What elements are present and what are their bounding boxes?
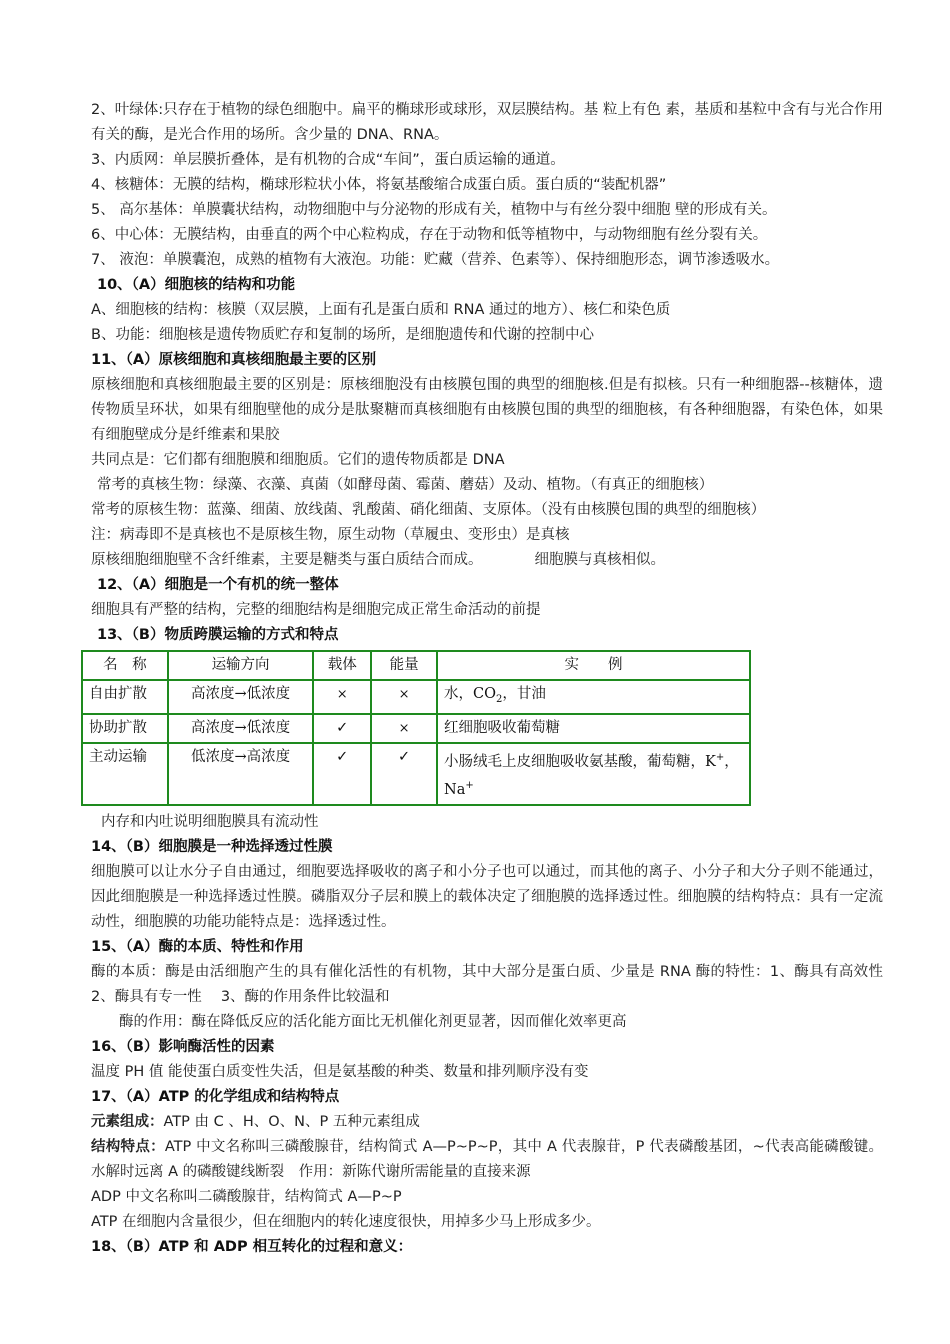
section-17-heading: 17、（A）ATP 的化学组成和结构特点 — [91, 1088, 340, 1105]
example-text: 水，CO — [444, 686, 497, 702]
example-text: ，Na — [444, 753, 739, 798]
enzyme-nature-paragraph: 酶的本质：酶是由活细胞产生的具有催化活性的有机物，其中大部分是蛋白质、少量是 RNA 酶的特性：1、酶具有高效性 2、酶具有专一性 3、酶的作用条件比较温和 — [91, 963, 903, 1005]
document-page — [89, 98, 903, 1260]
golgi-line: 5、 高尔基体：单膜囊状结构，动物细胞中与分泌物的形成有关，植物中与有丝分裂中细胞 壁的形成有关。 — [91, 202, 777, 218]
atp-structure-text: ATP 中文名称叫三磷酸腺苷，结构简式 A—P~P~P，其中 A 代表腺苷，P 代表磷酸基团，~代表高能磷酸键。水解时远离 A 的磷酸键线断裂 作用：新陈代谢所需能量的直接来源 — [91, 1138, 883, 1180]
row-example — [437, 680, 750, 714]
atp-structure-paragraph — [91, 1135, 883, 1185]
virus-note-line: 注：病毒即不是真核也不是原核生物，原生动物（草履虫、变形虫）是真核 — [91, 527, 570, 543]
cell-membrane-text: 细胞膜与真核相似。 — [534, 552, 665, 568]
section-11-heading: 11、（A）原核细胞和真核细胞最主要的区别 — [91, 352, 377, 368]
cross-icon: × — [371, 680, 437, 714]
ribosome-line: 4、核糖体：无膜的结构，椭球形粒状小体，将氨基酸缩合成蛋白质。蛋白质的“装配机器” — [91, 177, 667, 193]
row-example — [437, 743, 750, 805]
section-15-heading: 15、（A）酶的本质、特性和作用 — [91, 938, 304, 955]
table-row — [82, 680, 750, 714]
cross-icon: × — [371, 714, 437, 743]
table-row — [82, 743, 750, 805]
table-header: 载体 — [313, 651, 371, 680]
atp-elements-text: ATP 由 C 、H、O、N、P 五种元素组成 — [163, 1113, 420, 1130]
row-name: 协助扩散 — [82, 714, 168, 743]
row-direction: 高浓度→低浓度 — [168, 714, 314, 743]
common-point-line: 共同点是：它们都有细胞膜和细胞质。它们的遗传物质都是 DNA — [91, 452, 505, 468]
check-icon: ✓ — [371, 743, 437, 805]
example-text: ，甘油 — [502, 686, 546, 702]
row-example: 红细胞吸收葡萄糖 — [437, 714, 750, 743]
row-direction: 高浓度→低浓度 — [168, 680, 314, 714]
example-subscript: 2 — [496, 693, 503, 705]
fluidity-note: 内存和内吐说明细胞膜具有流动性 — [101, 813, 319, 830]
cross-icon: × — [313, 680, 371, 714]
section-14-heading: 14、（B）细胞膜是一种选择透过性膜 — [91, 838, 333, 855]
row-name: 主动运输 — [82, 743, 168, 805]
table-header: 运输方向 — [168, 651, 314, 680]
section-10-heading: 10、（A）细胞核的结构和功能 — [97, 277, 296, 293]
check-icon: ✓ — [313, 743, 371, 805]
enzyme-factor-line: 温度 PH 值 能使蛋白质变性失活，但是氨基酸的种类、数量和排列顺序没有变 — [91, 1063, 589, 1080]
example-superscript: + — [715, 751, 725, 763]
section-12-heading: 12、（A）细胞是一个有机的统一整体 — [97, 577, 339, 593]
table-header: 实 例 — [437, 651, 750, 680]
check-icon: ✓ — [313, 714, 371, 743]
table-header: 名 称 — [82, 651, 168, 680]
atp-structure-label: 结构特点： — [91, 1138, 165, 1155]
transport-table — [81, 650, 751, 806]
vacuole-line: 7、 液泡：单膜囊泡，成熟的植物有大液泡。功能：贮藏（营养、色素等）、保持细胞形态，调节渗透吸水。 — [91, 252, 780, 268]
cell-wall-line — [91, 548, 883, 573]
example-superscript: + — [465, 779, 474, 791]
atp-elements-label: 元素组成： — [91, 1113, 164, 1130]
cell-difference-paragraph: 原核细胞和真核细胞最主要的区别是：原核细胞没有由核膜包围的典型的细胞核.但是有拟核。只有一种细胞器--核糖体，遗传物质呈环状，如果有细胞壁他的成分是肽聚糖而真核细胞有由核膜包围的典型的细胞核，有各种细胞器，有染色体，如果有细胞壁成分是纤维素和果胶 — [91, 377, 883, 443]
nucleus-structure-line: A、细胞核的结构：核膜（双层膜，上面有孔是蛋白质和 RNA 通过的地方）、核仁和染色质 — [91, 302, 671, 318]
er-line: 3、内质网：单层膜折叠体，是有机物的合成“车间”，蛋白质运输的通道。 — [91, 152, 565, 168]
atp-content-line: ATP 在细胞内含量很少，但在细胞内的转化速度很快，用掉多少马上形成多少。 — [91, 1213, 601, 1230]
nucleus-function-line: B、功能：细胞核是遗传物质贮存和复制的场所，是细胞遗传和代谢的控制中心 — [91, 327, 594, 343]
cell-wall-text: 原核细胞细胞壁不含纤维素，主要是糖类与蛋白质结合而成。 — [91, 552, 483, 568]
table-row — [82, 714, 750, 743]
row-name: 自由扩散 — [82, 680, 168, 714]
chloroplast-paragraph: 2、叶绿体:只存在于植物的绿色细胞中。扁平的椭球形或球形，双层膜结构。基 粒上有色 素，基质和基粒中含有与光合作用有关的酶，是光合作用的场所。含少量的 DNA、RNA。 — [91, 102, 883, 143]
section-16-heading: 16、（B）影响酶活性的因素 — [91, 1038, 275, 1055]
eukaryote-line: 常考的真核生物：绿藻、衣藻、真菌（如酵母菌、霉菌、蘑菇）及动、植物。（有真正的细胞核） — [97, 477, 714, 493]
example-text: 小肠绒毛上皮细胞吸收氨基酸，葡萄糖，K — [444, 753, 716, 770]
row-direction: 低浓度→高浓度 — [168, 743, 314, 805]
centrosome-line: 6、中心体：无膜结构，由垂直的两个中心粒构成，存在于动物和低等植物中，与动物细胞有丝分裂有关。 — [91, 227, 768, 243]
atp-elements-line — [91, 1110, 883, 1135]
section-18-heading: 18、（B）ATP 和 ADP 相互转化的过程和意义： — [91, 1238, 413, 1255]
adp-line: ADP 中文名称叫二磷酸腺苷，结构简式 A—P~P — [91, 1188, 402, 1205]
prokaryote-line: 常考的原核生物：蓝藻、细菌、放线菌、乳酸菌、硝化细菌、支原体。（没有由核膜包围的典型的细胞核） — [91, 502, 766, 518]
selective-membrane-paragraph: 细胞膜可以让水分子自由通过，细胞要选择吸收的离子和小分子也可以通过，而其他的离子、小分子和大分子则不能通过，因此细胞膜是一种选择透过性膜。磷脂双分子层和膜上的载体决定了细胞膜的选择透过性。细胞膜的结构特点：具有一定流动性，细胞膜的功能功能特点是：选择透过性。 — [91, 863, 883, 930]
section-13-heading: 13、（B）物质跨膜运输的方式和特点 — [97, 627, 339, 643]
cell-integrity-line: 细胞具有严整的结构，完整的细胞结构是细胞完成正常生命活动的前提 — [91, 602, 541, 618]
table-header-row — [82, 651, 750, 680]
enzyme-role-line: 酶的作用：酶在降低反应的活化能方面比无机催化剂更显著，因而催化效率更高 — [119, 1013, 627, 1030]
table-header: 能量 — [371, 651, 437, 680]
